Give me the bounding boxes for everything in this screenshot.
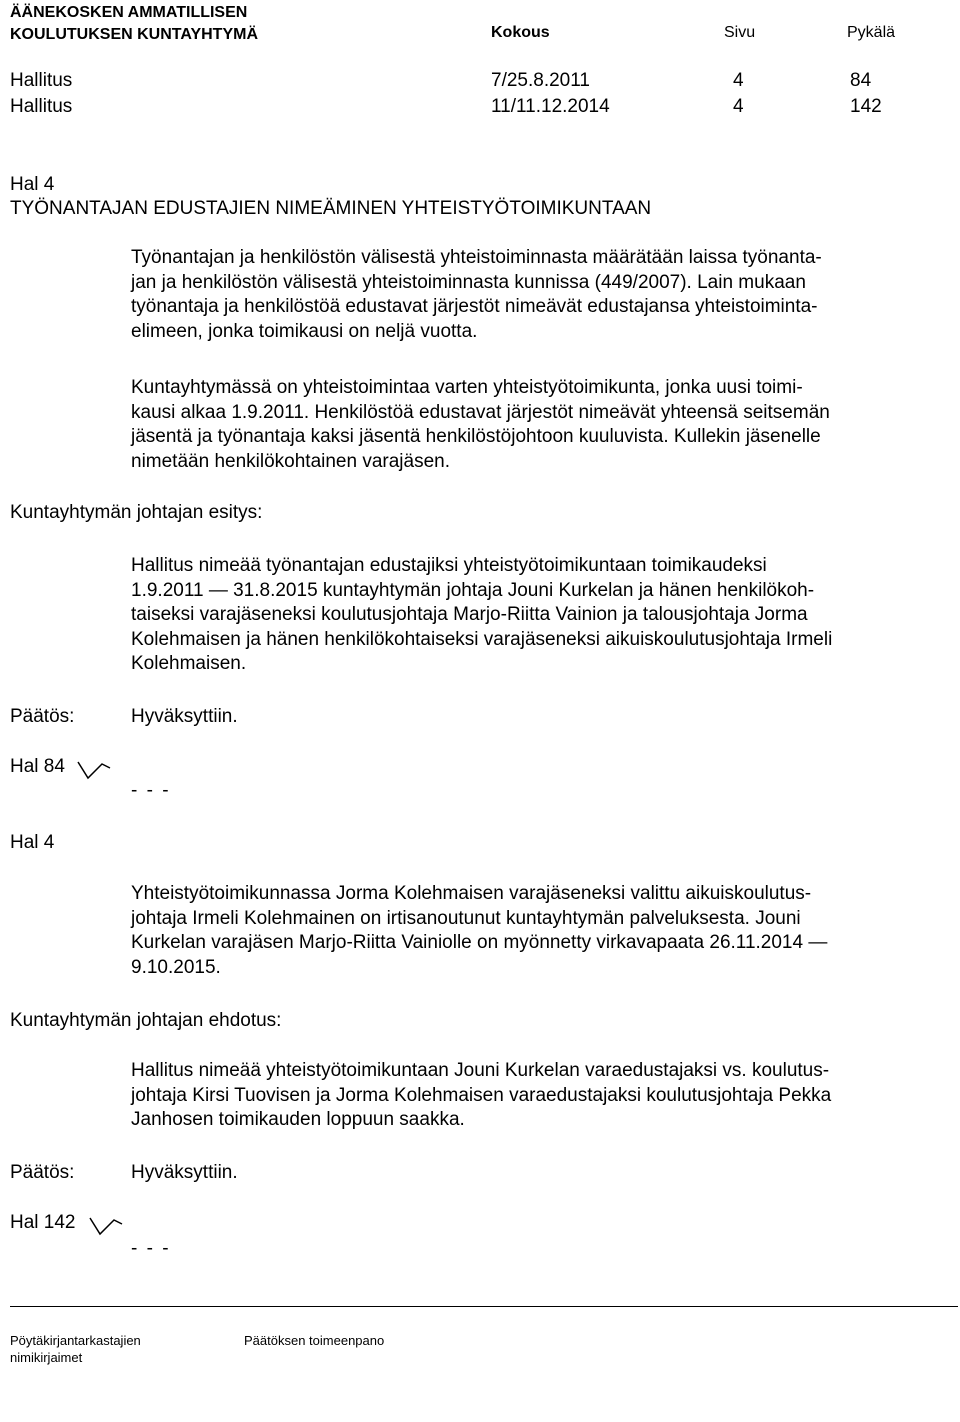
header-sivu: Sivu	[724, 24, 756, 41]
paragraph-2	[131, 376, 830, 474]
hook-arrow-icon	[88, 1214, 124, 1238]
paragraph-line: taiseksi varajäseneksi koulutusjohtaja Marjo-Riitta Vainion ja talousjohtaja Jorma	[131, 604, 808, 625]
meeting-row-section: 142	[850, 96, 882, 117]
paragraph-line: työnantaja ja henkilöstöä edustavat järjestöt nimeävät edustajansa yhteistoiminta-	[131, 296, 818, 317]
paragraph-line: johtaja Kirsi Tuovisen ja Jorma Kolehmaisen varaedustajaksi koulutusjohtaja Pekka	[131, 1084, 832, 1106]
hook-arrow-icon	[76, 758, 112, 782]
paragraph-line: Yhteistyötoimikunnassa Jorma Kolehmaisen varajäseneksi valittu aikuiskoulutus-	[131, 883, 812, 904]
decision-value: Hyväksyttiin.	[131, 706, 238, 727]
paragraph-line: elimeen, jonka toimikausi on neljä vuotta.	[131, 320, 478, 342]
header-kokous: Kokous	[491, 24, 550, 41]
meeting-row-body: Hallitus	[10, 96, 73, 117]
paragraph-line: johtaja Irmeli Kolehmainen on irtisanoutunut kuntayhtymän palveluksesta. Jouni	[131, 907, 801, 929]
meeting-row-date: 7/25.8.2011	[491, 70, 590, 91]
paragraph-5	[131, 1059, 831, 1133]
footer-reviewer-initials	[10, 1332, 141, 1366]
paragraph-line: Työnantajan ja henkilöstön välisestä yhteistoiminnasta määrätään laissa työnanta-	[131, 247, 822, 268]
decision-label: Päätös:	[10, 1162, 75, 1183]
paragraph-1	[131, 246, 822, 344]
meeting-row-page: 4	[733, 70, 744, 91]
paragraph-line: Janhosen toimikauden loppuun saakka.	[131, 1109, 465, 1130]
footer-implementation: Päätöksen toimeenpano	[244, 1333, 385, 1348]
paragraph-line: Hallitus nimeää työnantajan edustajiksi yhteistyötoimikuntaan toimikaudeksi	[131, 555, 767, 576]
meeting-row-body: Hallitus	[10, 70, 73, 91]
paragraph-line: Kolehmaisen.	[131, 653, 247, 674]
section-heading: TYÖNANTAJAN EDUSTAJIEN NIMEÄMINEN YHTEISTYÖTOIMIKUNTAAN	[10, 198, 652, 219]
paragraph-line: Kurkelan varajäsen Marjo-Riitta Vainiolle on myönnetty virkavapaata 26.11.2014 —	[131, 932, 828, 953]
organization-name	[10, 2, 258, 46]
section-ref-142: Hal 142	[10, 1212, 76, 1233]
header-pykala: Pykälä	[847, 24, 896, 41]
paragraph-line: 1.9.2011 — 31.8.2015 kuntayhtymän johtaja Jouni Kurkelan ja hänen henkilökoh-	[131, 579, 815, 601]
section-number: Hal 4	[10, 174, 55, 195]
suggestion-label: Kuntayhtymän johtajan ehdotus:	[10, 1010, 282, 1031]
meeting-row-page: 4	[733, 96, 744, 117]
paragraph-line: jäsentä ja työnantaja kaksi jäsentä henkilöstöjohtoon kuuluvista. Kullekin jäsenelle	[131, 426, 821, 447]
decision-value: Hyväksyttiin.	[131, 1162, 238, 1183]
paragraph-line: jan ja henkilöstön välisestä yhteistoiminnasta kunnissa (449/2007). Lain mukaan	[131, 271, 806, 293]
paragraph-line: Kolehmaisen ja hänen henkilökohtaiseksi varajäseneksi aikuiskoulutusjohtaja Irmeli	[131, 628, 833, 650]
footer-left-line1: Pöytäkirjantarkastajien	[10, 1333, 141, 1348]
paragraph-4	[131, 882, 827, 980]
meeting-row-section: 84	[850, 70, 872, 91]
section-ref-4: Hal 4	[10, 832, 55, 853]
meeting-row-date: 11/11.12.2014	[491, 96, 610, 117]
separator-dashes: - - -	[131, 780, 171, 801]
paragraph-line: kausi alkaa 1.9.2011. Henkilöstöä edustavat järjestöt nimeävät yhteensä seitsemän	[131, 401, 830, 423]
org-name-line2: KOULUTUKSEN KUNTAYHTYMÄ	[10, 26, 258, 43]
paragraph-3	[131, 554, 832, 677]
decision-label: Päätös:	[10, 706, 75, 727]
paragraph-line: nimetään henkilökohtainen varajäsen.	[131, 450, 450, 472]
paragraph-line: Hallitus nimeää yhteistyötoimikuntaan Jouni Kurkelan varaedustajaksi vs. koulutus-	[131, 1060, 830, 1081]
proposal-label: Kuntayhtymän johtajan esitys:	[10, 502, 263, 523]
footer-divider	[10, 1306, 958, 1307]
separator-dashes: - - -	[131, 1238, 171, 1259]
paragraph-line: 9.10.2015.	[131, 956, 221, 978]
org-name-line1: ÄÄNEKOSKEN AMMATILLISEN	[10, 4, 248, 21]
section-ref-84: Hal 84	[10, 756, 65, 777]
footer-left-line2: nimikirjaimet	[10, 1350, 83, 1365]
paragraph-line: Kuntayhtymässä on yhteistoimintaa varten yhteistyötoimikunta, jonka uusi toimi-	[131, 377, 803, 398]
